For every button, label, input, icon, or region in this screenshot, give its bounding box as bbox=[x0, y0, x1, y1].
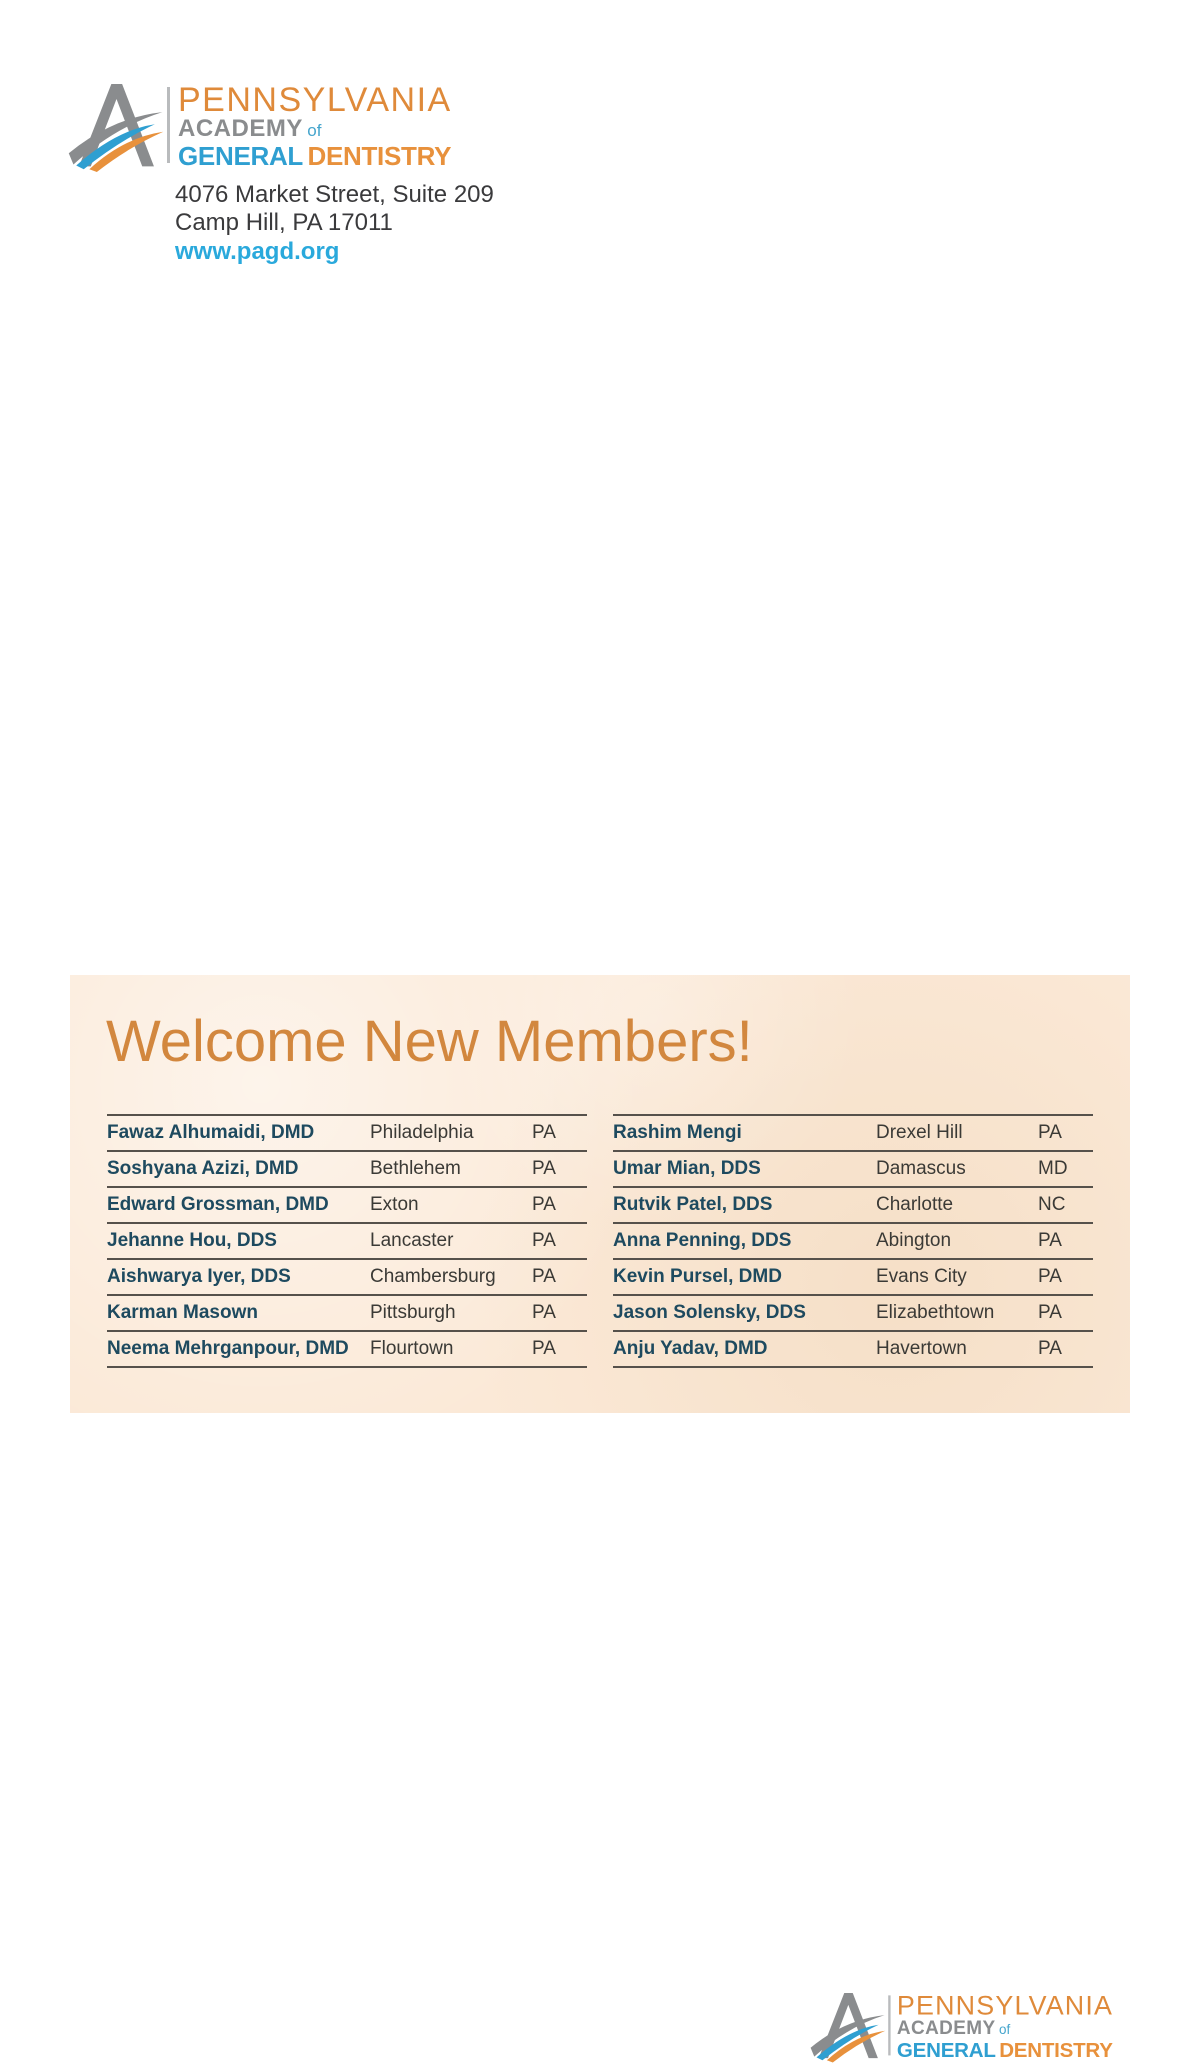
member-state: PA bbox=[532, 1266, 556, 1287]
member-city: Flourtown bbox=[370, 1338, 454, 1359]
pagd-logo-small bbox=[810, 1990, 1114, 2063]
member-state: PA bbox=[1038, 1338, 1062, 1359]
member-row bbox=[107, 1116, 587, 1152]
member-name: Rashim Mengi bbox=[613, 1122, 742, 1143]
member-state: PA bbox=[1038, 1302, 1062, 1323]
member-city: Drexel Hill bbox=[876, 1122, 963, 1143]
member-state: PA bbox=[1038, 1266, 1062, 1287]
member-city: Abington bbox=[876, 1230, 952, 1251]
member-city: Exton bbox=[370, 1194, 419, 1215]
member-row bbox=[107, 1332, 587, 1368]
logo-text bbox=[178, 81, 452, 173]
logo-general: GENERAL bbox=[178, 141, 304, 171]
address-line-1: 4076 Market Street, Suite 209 bbox=[175, 181, 494, 208]
member-state: PA bbox=[1038, 1230, 1062, 1251]
member-table-left bbox=[107, 1114, 587, 1368]
logo-general: GENERAL bbox=[896, 2038, 996, 2062]
member-name: Jason Solensky, DDS bbox=[613, 1302, 806, 1323]
member-table-right bbox=[613, 1114, 1093, 1368]
member-row bbox=[613, 1188, 1093, 1224]
member-row bbox=[613, 1116, 1093, 1152]
logo-of: of bbox=[307, 121, 322, 140]
member-name: Fawaz Alhumaidi, DMD bbox=[107, 1122, 315, 1143]
pagd-a-mark-icon bbox=[68, 84, 165, 172]
member-row bbox=[107, 1152, 587, 1188]
logo-dentistry: DENTISTRY bbox=[307, 141, 452, 171]
panel-title: Welcome New Members! bbox=[106, 1009, 753, 1074]
logo-general-dentistry bbox=[178, 141, 452, 173]
logo-academy-of bbox=[178, 117, 452, 144]
website-link[interactable]: www.pagd.org bbox=[175, 238, 340, 265]
logo-dentistry: DENTISTRY bbox=[999, 2038, 1113, 2062]
member-name: Rutvik Patel, DDS bbox=[613, 1194, 773, 1215]
member-name: Umar Mian, DDS bbox=[613, 1158, 761, 1179]
member-city: Evans City bbox=[876, 1266, 967, 1287]
member-row bbox=[107, 1224, 587, 1260]
pagd-logo bbox=[68, 81, 452, 173]
member-state: PA bbox=[532, 1122, 556, 1143]
member-state: PA bbox=[532, 1230, 556, 1251]
member-row bbox=[613, 1152, 1093, 1188]
member-row bbox=[613, 1224, 1093, 1260]
member-state: MD bbox=[1038, 1158, 1068, 1179]
member-row bbox=[107, 1188, 587, 1224]
member-row bbox=[107, 1260, 587, 1296]
member-row bbox=[107, 1296, 587, 1332]
member-name: Anju Yadav, DMD bbox=[613, 1338, 768, 1359]
logo-of: of bbox=[999, 2022, 1011, 2038]
logo-pennsylvania: PENNSYLVANIA bbox=[896, 1990, 1114, 2021]
member-state: PA bbox=[1038, 1122, 1062, 1143]
logo-academy: ACADEMY bbox=[896, 2017, 996, 2039]
logo-divider bbox=[888, 1995, 890, 2055]
member-name: Jehanne Hou, DDS bbox=[107, 1230, 277, 1251]
welcome-panel bbox=[70, 975, 1130, 2062]
member-city: Elizabethtown bbox=[876, 1302, 995, 1323]
member-row bbox=[613, 1296, 1093, 1332]
member-state: PA bbox=[532, 1194, 556, 1215]
member-city: Damascus bbox=[876, 1158, 966, 1179]
logo-academy: ACADEMY bbox=[178, 115, 303, 142]
logo-divider bbox=[167, 87, 170, 163]
member-city: Lancaster bbox=[370, 1230, 454, 1251]
member-row bbox=[613, 1332, 1093, 1368]
member-name: Aishwarya Iyer, DDS bbox=[107, 1266, 291, 1287]
member-name: Edward Grossman, DMD bbox=[107, 1194, 329, 1215]
logo-general-dentistry bbox=[897, 2040, 1113, 2063]
member-name: Kevin Pursel, DMD bbox=[613, 1266, 782, 1287]
member-city: Philadelphia bbox=[370, 1122, 474, 1143]
member-state: PA bbox=[532, 1158, 556, 1179]
member-city: Havertown bbox=[876, 1338, 967, 1359]
member-name: Soshyana Azizi, DMD bbox=[107, 1158, 299, 1179]
member-name: Anna Penning, DDS bbox=[613, 1230, 792, 1251]
logo-pennsylvania: PENNSYLVANIA bbox=[178, 81, 452, 119]
member-state: PA bbox=[532, 1338, 556, 1359]
member-name: Karman Masown bbox=[107, 1302, 258, 1323]
member-state: PA bbox=[532, 1302, 556, 1323]
member-city: Charlotte bbox=[876, 1194, 954, 1215]
pagd-a-mark-icon bbox=[810, 1993, 887, 2063]
member-name: Neema Mehrganpour, DMD bbox=[107, 1338, 349, 1359]
member-row bbox=[613, 1260, 1093, 1296]
address-line-2: Camp Hill, PA 17011 bbox=[175, 209, 393, 236]
member-city: Chambersburg bbox=[370, 1266, 496, 1287]
member-city: Bethlehem bbox=[370, 1158, 461, 1179]
member-city: Pittsburgh bbox=[370, 1302, 456, 1323]
logo-text bbox=[896, 1990, 1114, 2063]
member-state: NC bbox=[1038, 1194, 1066, 1215]
address-block bbox=[175, 181, 494, 266]
